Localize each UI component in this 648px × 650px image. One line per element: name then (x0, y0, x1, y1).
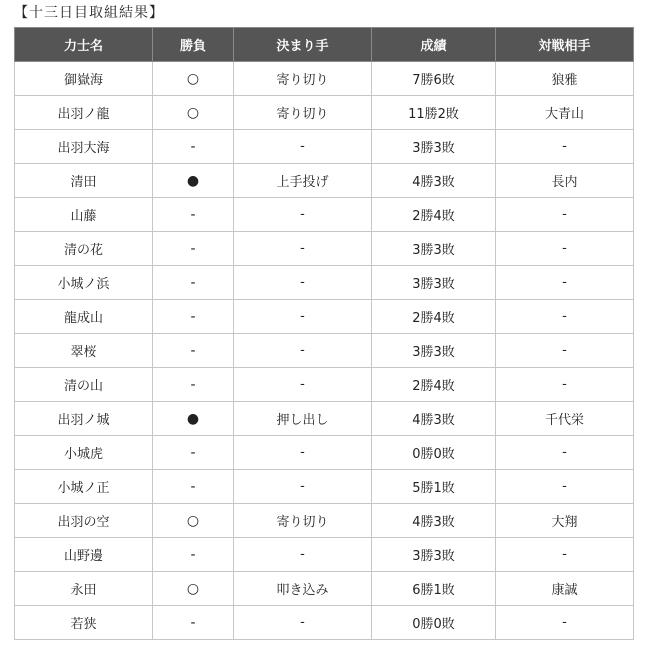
kimarite-cell: - (234, 368, 372, 402)
table-row (15, 470, 634, 504)
kimarite-cell: 寄り切り (234, 96, 372, 130)
result-cell: - (153, 538, 234, 572)
record-cell: 5勝1敗 (372, 470, 496, 504)
bout-results-table (14, 27, 634, 640)
result-cell: - (153, 300, 234, 334)
record-cell: 3勝3敗 (372, 130, 496, 164)
rikishi-name-cell: 小城ノ浜 (15, 266, 153, 300)
kimarite-cell: 寄り切り (234, 504, 372, 538)
table-row (15, 300, 634, 334)
record-cell: 2勝4敗 (372, 368, 496, 402)
record-cell: 4勝3敗 (372, 164, 496, 198)
kimarite-cell: - (234, 130, 372, 164)
result-cell: - (153, 266, 234, 300)
opponent-cell: - (496, 436, 634, 470)
results-body (15, 62, 634, 640)
header-opponent: 対戦相手 (496, 28, 634, 62)
kimarite-cell: 叩き込み (234, 572, 372, 606)
result-cell: - (153, 368, 234, 402)
kimarite-cell: - (234, 198, 372, 232)
kimarite-cell: - (234, 300, 372, 334)
kimarite-cell: - (234, 232, 372, 266)
result-cell: - (153, 436, 234, 470)
opponent-cell: - (496, 470, 634, 504)
table-row (15, 334, 634, 368)
record-cell: 3勝3敗 (372, 266, 496, 300)
table-row (15, 232, 634, 266)
record-cell: 0勝0敗 (372, 436, 496, 470)
kimarite-cell: 上手投げ (234, 164, 372, 198)
opponent-cell: 大翔 (496, 504, 634, 538)
rikishi-name-cell: 出羽の空 (15, 504, 153, 538)
record-cell: 7勝6敗 (372, 62, 496, 96)
opponent-cell: 狼雅 (496, 62, 634, 96)
result-cell: ○ (153, 572, 234, 606)
kimarite-cell: 押し出し (234, 402, 372, 436)
table-row (15, 504, 634, 538)
opponent-cell: - (496, 606, 634, 640)
result-cell: ○ (153, 504, 234, 538)
rikishi-name-cell: 山藤 (15, 198, 153, 232)
result-cell: - (153, 198, 234, 232)
result-cell: - (153, 470, 234, 504)
opponent-cell: - (496, 232, 634, 266)
record-cell: 3勝3敗 (372, 232, 496, 266)
result-cell: ○ (153, 96, 234, 130)
header-rikishi-name: 力士名 (15, 28, 153, 62)
table-row (15, 266, 634, 300)
rikishi-name-cell: 清の花 (15, 232, 153, 266)
rikishi-name-cell: 小城ノ正 (15, 470, 153, 504)
table-row (15, 164, 634, 198)
opponent-cell: 長内 (496, 164, 634, 198)
opponent-cell: 千代栄 (496, 402, 634, 436)
opponent-cell: 大青山 (496, 96, 634, 130)
result-cell: - (153, 232, 234, 266)
opponent-cell: - (496, 198, 634, 232)
rikishi-name-cell: 出羽ノ城 (15, 402, 153, 436)
rikishi-name-cell: 龍成山 (15, 300, 153, 334)
result-cell: ○ (153, 62, 234, 96)
rikishi-name-cell: 御嶽海 (15, 62, 153, 96)
kimarite-cell: - (234, 606, 372, 640)
record-cell: 6勝1敗 (372, 572, 496, 606)
record-cell: 4勝3敗 (372, 402, 496, 436)
rikishi-name-cell: 永田 (15, 572, 153, 606)
opponent-cell: - (496, 334, 634, 368)
result-cell: - (153, 334, 234, 368)
table-row (15, 130, 634, 164)
rikishi-name-cell: 出羽大海 (15, 130, 153, 164)
kimarite-cell: 寄り切り (234, 62, 372, 96)
header-record: 成績 (372, 28, 496, 62)
rikishi-name-cell: 若狭 (15, 606, 153, 640)
table-caption: 【十三日目取組結果】 (14, 5, 164, 21)
table-row (15, 402, 634, 436)
result-cell: ● (153, 164, 234, 198)
table-row (15, 62, 634, 96)
record-cell: 3勝3敗 (372, 538, 496, 572)
table-row (15, 368, 634, 402)
result-cell: - (153, 606, 234, 640)
rikishi-name-cell: 清の山 (15, 368, 153, 402)
opponent-cell: - (496, 266, 634, 300)
record-cell: 2勝4敗 (372, 198, 496, 232)
rikishi-name-cell: 清田 (15, 164, 153, 198)
record-cell: 0勝0敗 (372, 606, 496, 640)
record-cell: 4勝3敗 (372, 504, 496, 538)
record-cell: 11勝2敗 (372, 96, 496, 130)
kimarite-cell: - (234, 436, 372, 470)
rikishi-name-cell: 翠桜 (15, 334, 153, 368)
opponent-cell: - (496, 130, 634, 164)
table-row (15, 572, 634, 606)
kimarite-cell: - (234, 266, 372, 300)
kimarite-cell: - (234, 470, 372, 504)
table-row (15, 96, 634, 130)
rikishi-name-cell: 出羽ノ龍 (15, 96, 153, 130)
record-cell: 2勝4敗 (372, 300, 496, 334)
opponent-cell: 康誠 (496, 572, 634, 606)
opponent-cell: - (496, 300, 634, 334)
table-row (15, 606, 634, 640)
header-row (15, 28, 634, 62)
table-row (15, 538, 634, 572)
kimarite-cell: - (234, 334, 372, 368)
opponent-cell: - (496, 538, 634, 572)
rikishi-name-cell: 小城虎 (15, 436, 153, 470)
rikishi-name-cell: 山野邊 (15, 538, 153, 572)
result-cell: - (153, 130, 234, 164)
table-row (15, 436, 634, 470)
record-cell: 3勝3敗 (372, 334, 496, 368)
kimarite-cell: - (234, 538, 372, 572)
header-result: 勝負 (153, 28, 234, 62)
table-row (15, 198, 634, 232)
opponent-cell: - (496, 368, 634, 402)
result-cell: ● (153, 402, 234, 436)
header-kimarite: 決まり手 (234, 28, 372, 62)
